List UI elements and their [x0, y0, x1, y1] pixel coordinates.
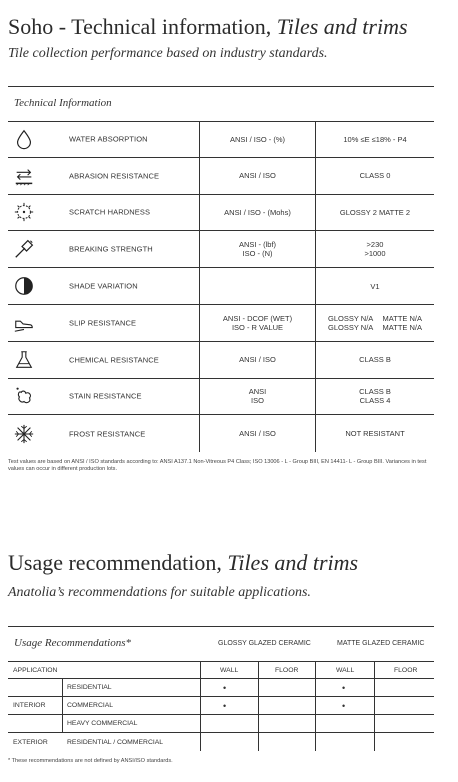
- property-name: SCRATCH HARDNESS: [69, 207, 151, 217]
- value-cell: GLOSSY N/A GLOSSY N/A MATTE N/A MATTE N/A: [328, 313, 422, 332]
- grid-line: [315, 661, 316, 751]
- property-name: SLIP RESISTANCE: [69, 318, 137, 328]
- group-header-glossy: GLOSSY GLAZED CERAMIC: [218, 640, 311, 647]
- property-name: FROST RESISTANCE: [69, 429, 146, 439]
- grid-line: [374, 661, 375, 751]
- usage-label: RESIDENTIAL: [67, 684, 112, 691]
- shoe-icon: [12, 311, 36, 335]
- exterior-label: EXTERIOR: [13, 738, 48, 746]
- table-row: [8, 195, 434, 232]
- usage-table: [8, 661, 434, 751]
- table-row: [8, 715, 434, 733]
- col-header-application: APPLICATION: [13, 666, 58, 674]
- table-row: [8, 415, 434, 452]
- grid-line: [200, 661, 201, 751]
- water-drop-icon: [12, 127, 36, 151]
- table-row: [8, 268, 434, 305]
- col-header-wall: WALL: [336, 666, 355, 674]
- col-header-floor: FLOOR: [394, 666, 418, 674]
- property-name: BREAKING STRENGTH: [69, 244, 153, 254]
- usage-label: RESIDENTIAL / COMMERCIAL: [67, 738, 164, 746]
- table-row: [8, 342, 434, 379]
- property-name: WATER ABSORPTION: [69, 134, 148, 144]
- usage-footnote: * These recommendations are not defined by ANSI/ISO standards.: [8, 758, 173, 764]
- value-cell: 10% ≤E ≤18% - P4: [343, 134, 407, 144]
- scratch-gear-icon: [12, 200, 36, 224]
- standard-cell: ANSI / ISO - (Mohs): [199, 195, 316, 231]
- standard-cell: ANSI / ISO: [199, 415, 316, 452]
- divider: [8, 86, 434, 87]
- tech-footnote: Test values are based on ANSI / ISO standards according to: ANSI A137.1 Non-Vitreous P4 Class; ISO 13006 - L - Group BIII, EN 14411- L - Group BIII. Variances in test values can occur in different production lots.: [8, 459, 427, 472]
- standard-cell: ANSI - (lbf) ISO - (N): [199, 231, 316, 267]
- col-header-floor: FLOOR: [275, 666, 299, 674]
- table-row: [8, 679, 434, 697]
- usage-mark: •: [342, 682, 346, 693]
- tech-subtitle: Tile collection performance based on industry standards.: [8, 46, 328, 61]
- value-cell: V1: [370, 281, 380, 291]
- usage-label: HEAVY COMMERCIAL: [67, 720, 138, 727]
- hammer-icon: [12, 237, 36, 261]
- interior-label: INTERIOR: [13, 702, 46, 709]
- table-row: [8, 697, 434, 715]
- group-header-matte: MATTE GLAZED CERAMIC: [337, 640, 425, 647]
- standard-cell: ANSI - DCOF (WET) ISO - R VALUE: [199, 305, 316, 341]
- stain-icon: [12, 384, 36, 408]
- abrasion-icon: [12, 164, 36, 188]
- property-name: CHEMICAL RESISTANCE: [69, 355, 159, 365]
- table-header-row: [8, 661, 434, 679]
- table-row: [8, 733, 434, 751]
- usage-subtitle: Anatolia’s recommendations for suitable applications.: [8, 585, 311, 600]
- value-cell: NOT RESISTANT: [345, 429, 405, 439]
- table-row: [8, 231, 434, 268]
- value-cell: CLASS B: [359, 355, 391, 365]
- tech-title: Soho - Technical information, Tiles and trims: [8, 14, 408, 39]
- standard-cell: [199, 268, 316, 304]
- usage-mark: •: [223, 700, 227, 711]
- value-cell: CLASS B CLASS 4: [359, 387, 391, 406]
- tech-table-label: Technical Information: [14, 97, 112, 109]
- property-name: STAIN RESISTANCE: [69, 391, 142, 401]
- value-cell: CLASS 0: [359, 171, 391, 181]
- property-name: SHADE VARIATION: [69, 281, 138, 291]
- divider: [8, 626, 434, 627]
- table-row: [8, 379, 434, 416]
- value-cell: GLOSSY 2 MATTE 2: [339, 207, 411, 217]
- shade-icon: [12, 274, 36, 298]
- standard-cell: ANSI / ISO: [199, 342, 316, 378]
- col-header-wall: WALL: [220, 666, 239, 674]
- standard-cell: ANSI / ISO - (%): [199, 122, 316, 157]
- table-row: [8, 121, 434, 158]
- usage-label: COMMERCIAL: [67, 702, 114, 709]
- grid-line: [258, 661, 259, 751]
- grid-line: [62, 679, 63, 733]
- technical-table: [8, 121, 434, 452]
- usage-table-label: Usage Recommendations*: [14, 637, 132, 649]
- usage-mark: •: [342, 700, 346, 711]
- standard-cell: ANSI / ISO: [199, 158, 316, 194]
- usage-title: Usage recommendation, Tiles and trims: [8, 550, 359, 575]
- standard-cell: ANSI ISO: [199, 379, 316, 415]
- table-row: [8, 158, 434, 195]
- snowflake-icon: [12, 422, 36, 446]
- flask-icon: [12, 348, 36, 372]
- usage-mark: •: [223, 682, 227, 693]
- value-cell: >230 >1000: [364, 240, 386, 259]
- property-name: ABRASION RESISTANCE: [69, 171, 160, 181]
- table-row: [8, 305, 434, 342]
